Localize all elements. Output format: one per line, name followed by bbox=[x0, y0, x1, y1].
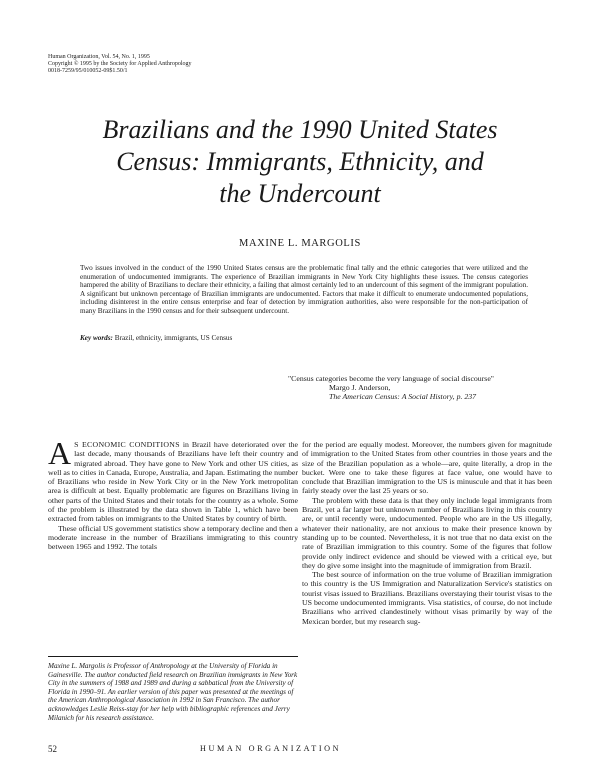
body-column-left bbox=[48, 435, 298, 552]
keywords-label: Key words: bbox=[80, 334, 113, 342]
epigraph-author: Margo J. Anderson, bbox=[329, 383, 391, 393]
body-paragraph: The best source of information on the true volume of Brazilian immigration to this country is the US Immigration and Naturalization Service's statistics on tourist visas issued to Brazilians. Brazilians overstaying their tourist visas to the US become undocumented immigrants. Visa statistics, of course, do not include Brazilians who arrived clandestinely without visas primarily by way of the Mexican border, but my research sug- bbox=[302, 570, 552, 626]
body-column-right bbox=[302, 440, 552, 626]
header-issn: 0018-7259/95/010052-09$1.50/1 bbox=[48, 68, 128, 74]
keywords bbox=[80, 334, 528, 342]
body-paragraph: for the period are equally modest. Moreover, the numbers given for magnitude of immigration to the United States from other countries in those years and the size of the Brazilian population as a whole—are, quite literally, a drop in the bucket. Were one to take these figures at face value, one would have to conclude that Brazilian immigration to the US is minuscule and that it has been fairly steady over the last 25 years or so. bbox=[302, 440, 552, 496]
page-number: 52 bbox=[48, 744, 57, 754]
epigraph bbox=[288, 374, 528, 402]
lead-in: S ECONOMIC CONDITIONS bbox=[74, 440, 180, 449]
header-citation: Human Organization, Vol. 54, No. 1, 1995 bbox=[48, 54, 150, 60]
epigraph-quote: "Census categories become the very language of social discourse" bbox=[288, 374, 494, 383]
author-footnote: Maxine L. Margolis is Professor of Anthropology at the University of Florida in Gainesville. The author conducted field research on Brazilian immigrants in New York City in the summers of 1988 and 1989 and during a sabbatical from the University of Florida in 1990–91. An earlier version of this paper was presented at the meetings of the American Anthropological Association in 1992 in San Francisco. The author acknowledges Leslie Reiss-stay for her help with bibliographic references and Jerry Milanich for his research assistance. bbox=[48, 662, 298, 722]
abstract: Two issues involved in the conduct of the 1990 United States census are the problematic final tally and the ethnic categories that were utilized and the enumeration of undocumented immigrants. The experience of Brazilian immigrants in New York City highlights these issues. The census categories hampered the ability of Brazilians to declare their ethnicity, a failing that almost certainly led to an undercount of this segment of the immigrant population. A significant but unknown percentage of Brazilian immigrants are undocumented. Factors that make it difficult to enumerate undocumented populations, including disinterest in the entire census enterprise and fear of detection by immigration authorities, also were responsible for the non-participation of many Brazilians in the 1990 census and for their subsequent undercount. bbox=[80, 264, 528, 315]
footnote-rule bbox=[48, 656, 298, 657]
title-line-2: Census: Immigrants, Ethnicity, and bbox=[116, 147, 484, 176]
epigraph-source: The American Census: A Social History, p. 237 bbox=[329, 392, 477, 402]
body-paragraph: These official US government statistics show a temporary decline and then a moderate increase in the number of Brazilians immigrating to this country between 1965 and 1992. The totals bbox=[48, 523, 298, 552]
journal-header bbox=[48, 54, 348, 75]
title-line-1: Brazilians and the 1990 United States bbox=[102, 115, 498, 144]
header-copyright: Copyright © 1995 by the Society for Applied Anthropology bbox=[48, 61, 192, 67]
article-title bbox=[40, 114, 560, 210]
keywords-text: Brazil, ethnicity, immigrants, US Census bbox=[114, 334, 233, 342]
body-paragraph bbox=[48, 435, 298, 524]
paragraph-text: in Brazil have deteriorated over the last decade, many thousands of Brazilians have left their country and migrated abroad. They have gone to New York and other US cities, as well as to cities in Canada, Europe, Australia, and Japan. Estimating the number of Brazilians who reside in New York City or in the New York metropolitan area is difficult at best. Equally problematic are figures on Brazilians living in other parts of the United States and their totals for the country as a whole. Some of the problem is illustrated by the data shown in Table 1, which have been extracted from tables on immigrants to the United States by country of birth. bbox=[48, 440, 298, 524]
drop-cap: A bbox=[48, 435, 72, 471]
author-name: MAXINE L. MARGOLIS bbox=[239, 238, 361, 249]
body-paragraph: The problem with these data is that they only include legal immigrants from Brazil, yet a far larger but unknown number of Brazilians living in this country are, or until recently were, undocumented. People who are in the US illegally, whatever their nationality, are not anxious to make their presence known by standing up to be counted. Nevertheless, it is not true that no data exist on the rate of Brazilian immigration to this country. Some of the figures that follow provide only indirect evidence and should be viewed with a critical eye, but they do give some insight into the magnitude of immigration from Brazil. bbox=[302, 495, 552, 570]
title-line-3: the Undercount bbox=[219, 179, 381, 208]
footer-journal-name: HUMAN ORGANIZATION bbox=[200, 744, 342, 753]
